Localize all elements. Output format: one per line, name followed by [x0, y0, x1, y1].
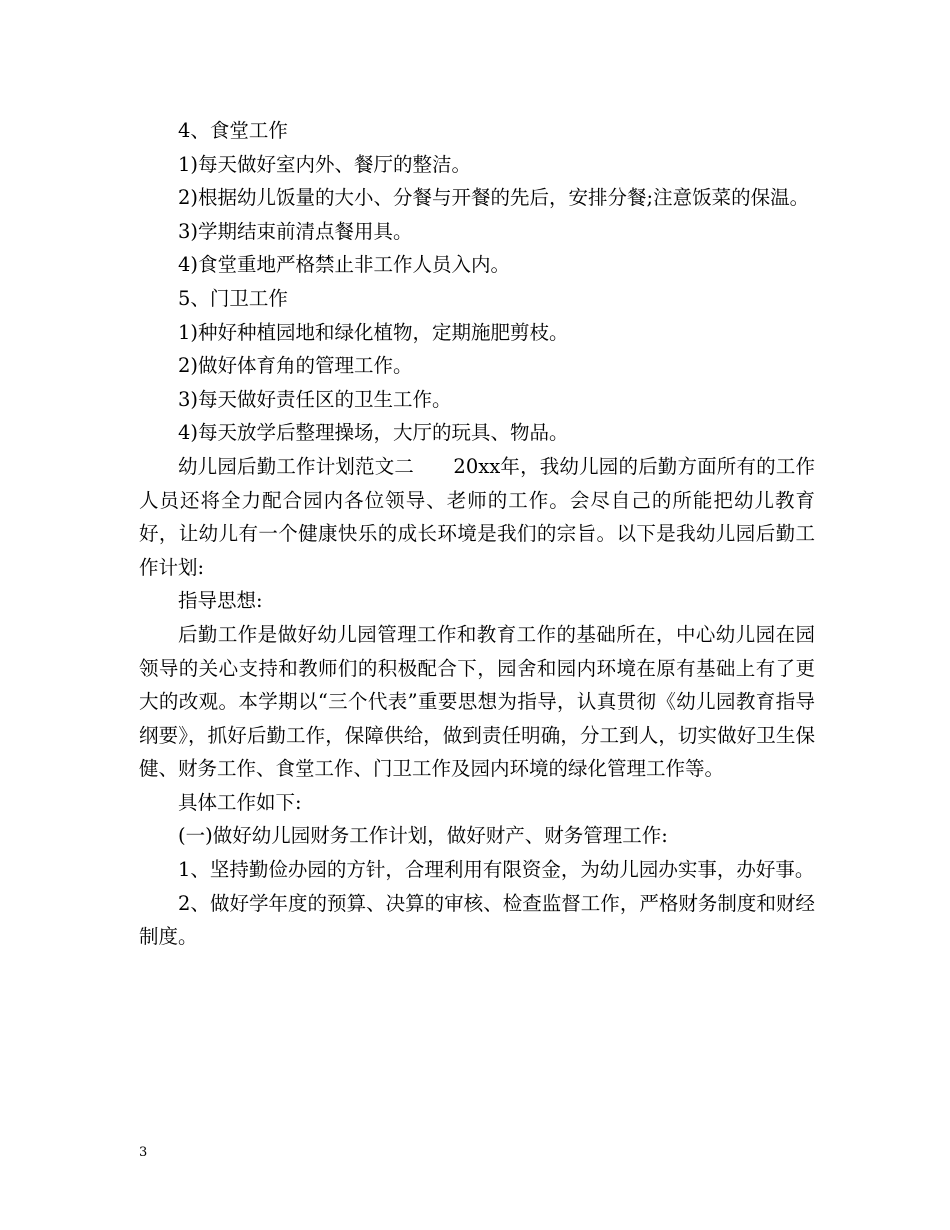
page-number: 3 [139, 1145, 148, 1160]
paragraph: 2)做好体育角的管理工作。 [178, 354, 413, 378]
paragraph: 指导思想: [178, 589, 263, 613]
document-body [139, 114, 815, 954]
paragraph: 4)食堂重地严格禁止非工作人员入内。 [178, 253, 511, 277]
paragraph: 3)每天做好责任区的卫生工作。 [178, 387, 452, 411]
paragraph: 5、门卫工作 [178, 286, 288, 310]
paragraph: 2)根据幼儿饭量的大小、分餐与开餐的先后，安排分餐;注意饭菜的保温。 [178, 186, 810, 210]
paragraph: 后勤工作是做好幼儿园管理工作和教育工作的基础所在，中心幼儿园在园领导的关心支持和教师们的积极配合下，园舍和园内环境在原有基础上有了更大的改观。本学期以“三个代表”重要思想为指导，认真贯彻《幼儿园教育指导纲要》，抓好后勤工作，保障供给，做到责任明确，分工到人，切实做好卫生保健、财务工作、食堂工作、门卫工作及园内环境的绿化管理工作等。 [139, 622, 815, 781]
paragraph: 具体工作如下: [178, 790, 302, 814]
paragraph: 4)每天放学后整理操场，大厅的玩具、物品。 [178, 421, 569, 445]
paragraph: 1)每天做好室内外、餐厅的整洁。 [178, 152, 472, 176]
paragraph: 幼儿园后勤工作计划范文二 20xx年，我幼儿园的后勤方面所有的工作人员还将全力配合园内各位领导、老师的工作。会尽自己的所能把幼儿教育好，让幼儿有一个健康快乐的成长环境是我们的宗旨。以下是我幼儿园后勤工作计划: [139, 454, 815, 579]
paragraph: 4、食堂工作 [178, 119, 288, 142]
paragraph: (一)做好幼儿园财务工作计划，做好财产、财务管理工作: [178, 824, 668, 848]
paragraph: 1、坚持勤俭办园的方针，合理利用有限资金，为幼儿园办实事，办好事。 [178, 858, 815, 882]
paragraph: 3)学期结束前清点餐用具。 [178, 219, 413, 243]
paragraph: 2、做好学年度的预算、决算的审核、检查监督工作，严格财务制度和财经制度。 [139, 891, 815, 949]
paragraph: 1)种好种植园地和绿化植物，定期施肥剪枝。 [178, 320, 569, 344]
